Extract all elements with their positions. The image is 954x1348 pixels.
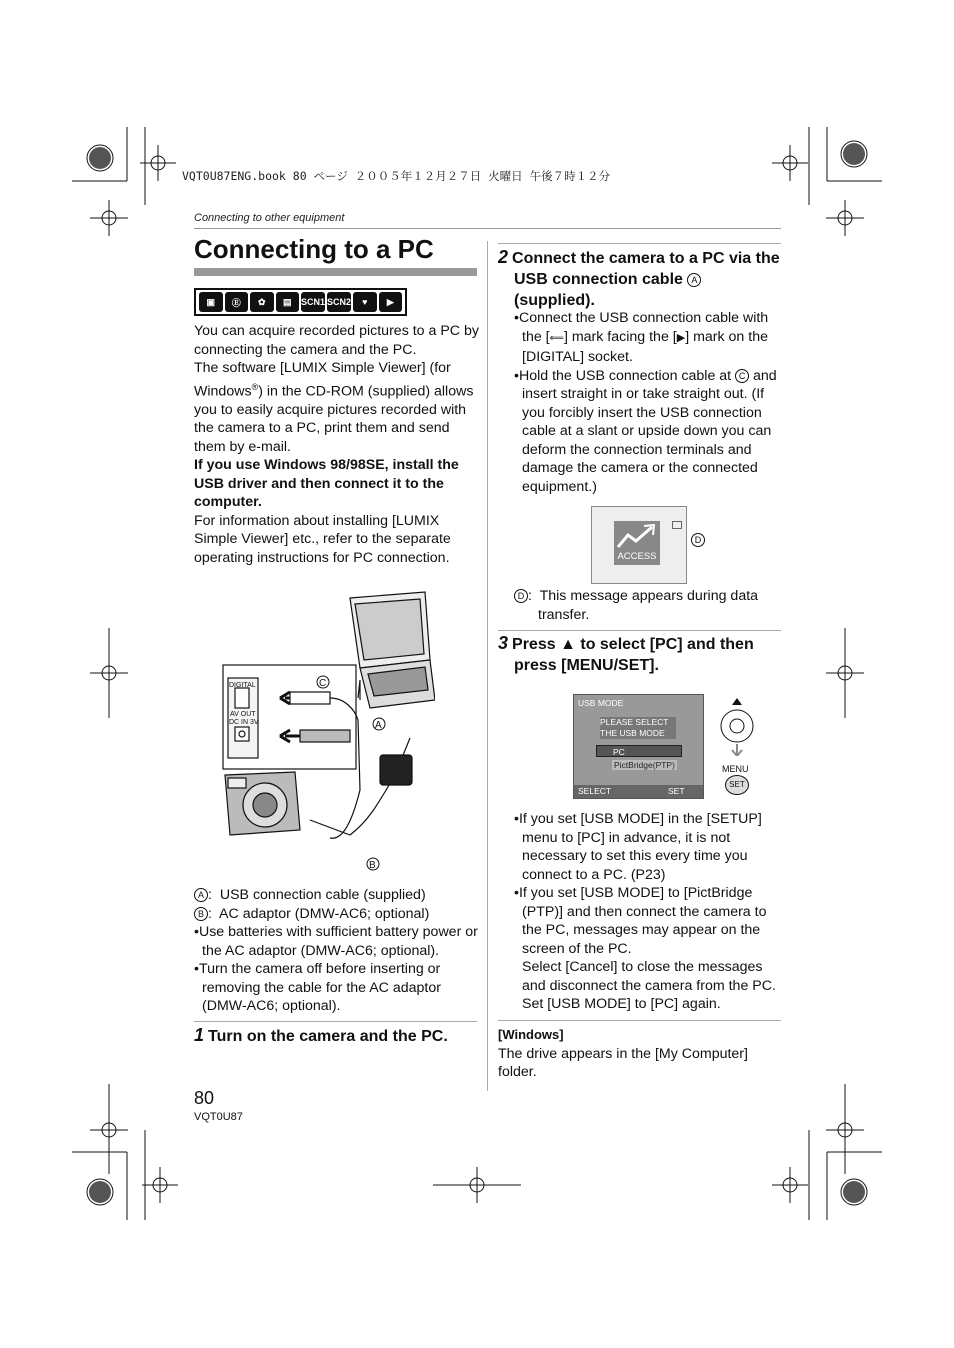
bullet-pictbridge: •If you set [USB MODE] to [PictBridge (PTP)] and then connect the camera to the PC, messages may appear on the screen of the PC. <box>514 885 767 957</box>
triangle-mark-icon: ▶ <box>676 331 686 344</box>
scene2-mode-icon: SCN2 <box>327 292 351 312</box>
page-title: Connecting to a PC <box>194 234 434 264</box>
bullet-hold-cable: •Hold the USB connection cable at C and insert straight in or take straight out. (If you forcibly insert the USB connection cable at a slant or upside down you can deform the connection terminals and damage the camera or the connected equipment.) <box>514 367 777 495</box>
intro-text <box>194 322 479 567</box>
usb-option-pc[interactable]: PC <box>596 745 682 757</box>
intro-p4: For information about installing [LUMIX Simple Viewer] etc., refer to the separate operating instructions for PC connection. <box>194 512 451 566</box>
legend-a: A : USB connection cable (supplied) <box>194 886 479 905</box>
access-label: ACCESS <box>617 551 657 562</box>
up-arrow-icon: ▲ <box>560 636 576 653</box>
connection-diagram <box>220 590 435 875</box>
card-icon <box>672 521 682 529</box>
step3: 3 Press ▲ to select [PC] and then press [MENU/SET]. <box>498 633 754 674</box>
note-d: D : This message appears during data transfer. <box>498 587 781 624</box>
control-pad-icon <box>715 696 759 756</box>
avout-label: AV OUT <box>230 711 256 718</box>
callout-a: A <box>375 720 382 731</box>
page-number: 80 <box>194 1088 215 1108</box>
menu-label: MENU <box>722 764 749 774</box>
footer-select: SELECT <box>578 786 612 796</box>
step1: 1 Turn on the camera and the PC. <box>194 1025 448 1045</box>
print-header: VQT0U87ENG.book 80 ページ ２００５年１２月２７日 火曜日 午後７時１２分 <box>182 169 611 183</box>
legend <box>194 886 479 1016</box>
bullet-cancel: Select [Cancel] to close the messages and disconnect the camera from the PC. Set [USB MODE] to [PC] again. <box>522 959 776 1012</box>
macro-mode-icon: ✿ <box>250 292 274 312</box>
bullet-usb-setup: •If you set [USB MODE] in the [SETUP] menu to [PC] in advance, it is not necessary to set this every time you connect to a PC. (P23) <box>514 811 762 883</box>
model-code: VQT0U87 <box>194 1111 243 1123</box>
rule-step3 <box>498 630 781 631</box>
step2-bullets <box>498 309 781 496</box>
scene1-mode-icon: SCN1 <box>301 292 325 312</box>
intro-p2: The software [LUMIX Simple Viewer] (for Windows®) in the CD-ROM (supplied) allows you to easily acquire pictures recorded with the camera to a PC, print them and send them by e-mail. <box>194 360 474 455</box>
rule-step1 <box>194 1021 477 1022</box>
camera-mode-icon: ▣ <box>199 292 223 312</box>
title-underline <box>194 268 477 276</box>
economy-mode-icon: Ⓔ <box>225 292 249 312</box>
intro-p1: You can acquire recorded pictures to a PC by connecting the camera and the PC. <box>194 323 479 358</box>
rule-windows <box>498 1020 781 1021</box>
legend-b: B : AC adaptor (DMW-AC6; optional) <box>194 905 479 924</box>
windows-note <box>498 1026 781 1082</box>
usb-mode-prompt: PLEASE SELECT THE USB MODE <box>600 717 676 739</box>
callout-c: C <box>319 678 327 689</box>
access-display <box>614 521 660 565</box>
motion-picture-mode-icon: ▤ <box>276 292 300 312</box>
step3-bullets <box>498 810 781 1014</box>
digital-label: DIGITAL <box>229 682 256 689</box>
cable-mark-icon: ⟸ <box>549 332 564 344</box>
usb-option-pictbridge[interactable]: PictBridge(PTP) <box>614 760 675 770</box>
usb-mode-screen <box>573 694 704 799</box>
mode-icons <box>194 288 407 316</box>
heart-mode-icon: ♥ <box>353 292 377 312</box>
top-rule <box>194 228 781 229</box>
access-screen <box>591 506 687 584</box>
intro-p3: If you use Windows 98/98SE, install the USB driver and then connect it to the computer. <box>194 457 459 511</box>
rule-step2 <box>498 243 781 244</box>
transfer-icon <box>614 521 660 551</box>
callout-b: B <box>369 860 376 871</box>
dcin-label: DC IN 3V <box>229 719 259 726</box>
playback-mode-icon: ▶ <box>379 292 403 312</box>
bullet-turn-off: •Turn the camera off before inserting or removing the cable for the AC adaptor (DMW-AC6; optional). <box>194 961 441 1014</box>
windows-text: The drive appears in the [My Computer] folder. <box>498 1045 748 1080</box>
section-label: Connecting to other equipment <box>194 212 345 224</box>
usb-mode-title: USB MODE <box>578 698 624 708</box>
column-divider <box>487 241 488 1091</box>
bullet-usb-mark: •Connect the USB connection cable with the [⟸] mark facing the [▶] mark on the [DIGITAL] socket. <box>514 310 769 365</box>
menu-set-button[interactable]: SET <box>725 775 749 795</box>
windows-heading: [Windows] <box>498 1027 564 1042</box>
bullet-battery: •Use batteries with sufficient battery power or the AC adaptor (DMW-AC6; optional). <box>194 924 478 959</box>
step2: 2 Connect the camera to a PC via the USB connection cable A (supplied). <box>498 247 780 309</box>
usb-mode-footer <box>574 785 703 798</box>
footer-set: SET <box>668 786 685 796</box>
callout-d: D <box>691 533 705 547</box>
